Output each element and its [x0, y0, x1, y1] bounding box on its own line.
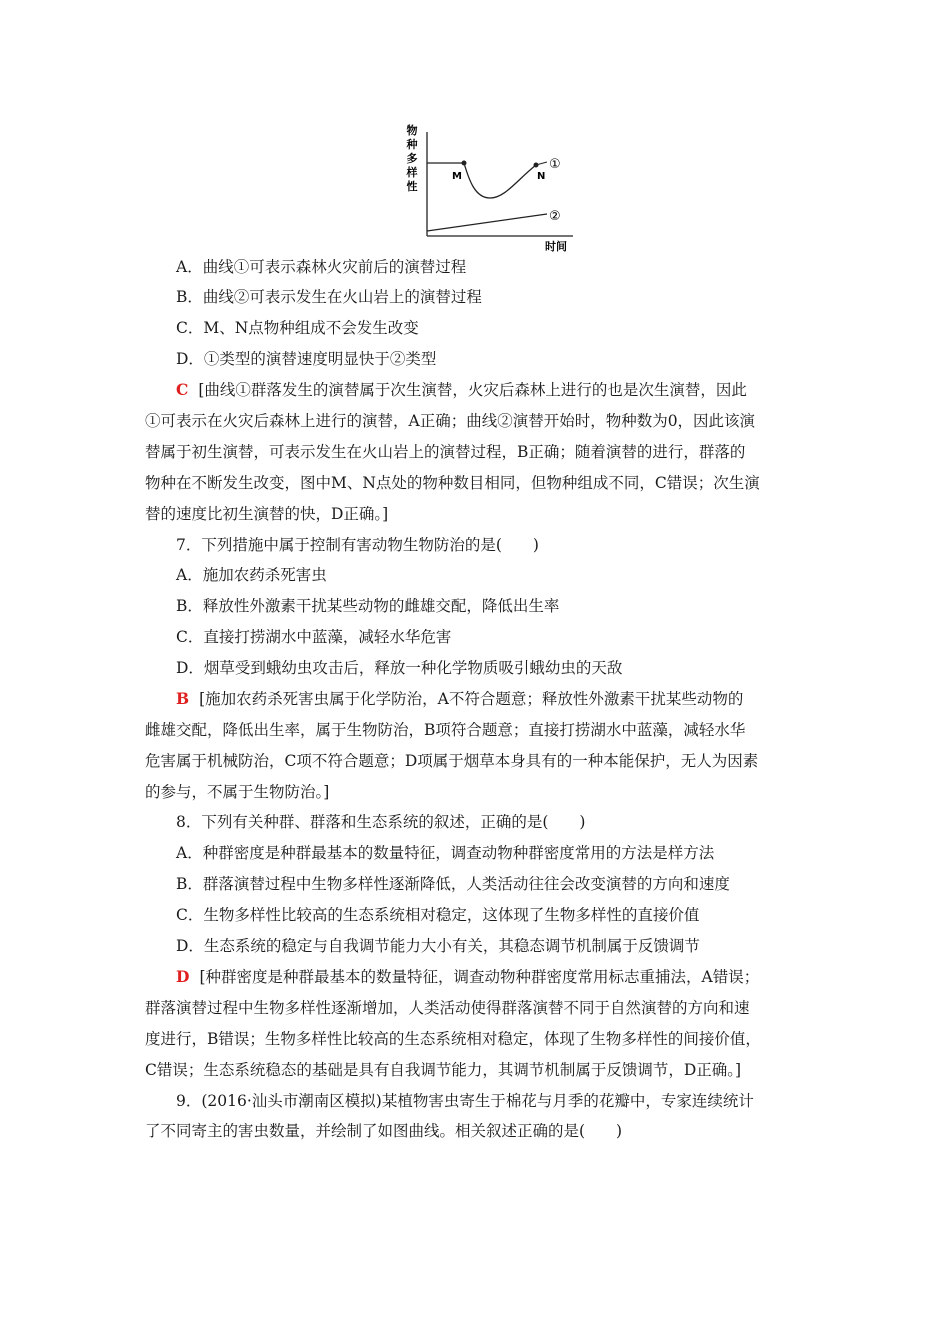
point-m-label: M — [452, 171, 462, 182]
q6-option-a: A．曲线①可表示森林火灾前后的演替过程 — [176, 258, 467, 276]
q8-option-d: D．生态系统的稳定与自我调节能力大小有关，其稳态调节机制属于反馈调节 — [176, 937, 700, 955]
curve-1 — [427, 163, 536, 198]
graph-ylabel-3: 多 — [406, 152, 418, 165]
graph-ylabel-2: 种 — [406, 138, 418, 151]
graph-xlabel: 时间 — [545, 240, 567, 253]
q8-explanation-line-3: 度进行，B错误；生物多样性比较高的生态系统相对稳定，体现了生物多样性的间接价值， — [145, 1030, 761, 1048]
graph-ylabel-5: 性 — [406, 180, 418, 193]
graph-ylabel-1: 物 — [406, 124, 418, 137]
q6-explanation-line-1: C [曲线①群落发生的演替属于次生演替，火灾后森林上进行的也是次生演替，因此 — [176, 380, 747, 399]
q9-stem-line-1: 9．(2016·汕头市潮南区模拟)某植物害虫寄生于棉花与月季的花瓣中，专家连续统计 — [176, 1092, 754, 1110]
point-m-dot — [462, 161, 467, 166]
q8-explanation-line-2: 群落演替过程中生物多样性逐渐增加，人类活动使得群落演替不同于自然演替的方向和速 — [145, 999, 750, 1017]
q7-option-d: D．烟草受到蛾幼虫攻击后，释放一种化学物质吸引蛾幼虫的天敌 — [176, 659, 623, 677]
q8-option-a: A．种群密度是种群最基本的数量特征，调查动物种群密度常用的方法是样方法 — [176, 844, 715, 862]
q7-explanation-line-2: 雌雄交配，降低出生率，属于生物防治，B项符合题意；直接打捞湖水中蓝藻，减轻水华 — [145, 721, 746, 739]
q6-option-c: C．M、N点物种组成不会发生改变 — [176, 319, 419, 337]
q8-answer: D — [176, 967, 190, 986]
q6-explanation-line-3: 替属于初生演替，可表示发生在火山岩上的演替过程，B正确；随着演替的进行，群落的 — [145, 443, 746, 461]
q7-stem: 7．下列措施中属于控制有害动物生物防治的是( ) — [176, 536, 539, 554]
q7-option-c: C．直接打捞湖水中蓝藻，减轻水华危害 — [176, 628, 452, 646]
q8-explanation-line-1: D [种群密度是种群最基本的数量特征，调查动物种群密度常用标志重捕法，A错误； — [176, 967, 760, 986]
curve-2 — [427, 214, 547, 231]
point-n-label: N — [537, 171, 546, 182]
q6-answer: C — [176, 380, 189, 399]
succession-graph — [395, 118, 585, 253]
q6-explanation-line-5: 替的速度比初生演替的快，D正确。] — [145, 505, 389, 523]
q8-option-c: C．生物多样性比较高的生态系统相对稳定，这体现了生物多样性的直接价值 — [176, 906, 700, 924]
q7-explanation-line-3: 危害属于机械防治，C项不符合题意；D项属于烟草本身具有的一种本能保护，无人为因素 — [145, 752, 759, 770]
curve-1-label: ① — [549, 157, 561, 172]
q6-option-b: B．曲线②可表示发生在火山岩上的演替过程 — [176, 288, 482, 306]
q6-explanation-line-2: ①可表示在火灾后森林上进行的演替，A正确；曲线②演替开始时，物种数为0，因此该演 — [145, 412, 756, 430]
q8-stem: 8．下列有关种群、群落和生态系统的叙述，正确的是( ) — [176, 813, 586, 831]
q7-option-b: B．释放性外激素干扰某些动物的雌雄交配，降低出生率 — [176, 597, 560, 615]
q7-explanation-line-1: B [施加农药杀死害虫属于化学防治，A不符合题意；释放性外激素干扰某些动物的 — [176, 689, 744, 708]
graph-ylabel-4: 样 — [406, 166, 418, 179]
curve-2-label: ② — [549, 209, 561, 224]
q7-explanation-line-4: 的参与，不属于生物防治。] — [145, 783, 330, 801]
q6-option-d: D．①类型的演替速度明显快于②类型 — [176, 350, 437, 368]
q9-stem-line-2: 了不同寄主的害虫数量，并绘制了如图曲线。相关叙述正确的是( ) — [145, 1122, 623, 1140]
q6-explanation-line-4: 物种在不断发生改变，图中M、N点处的物种数目相同，但物种组成不同，C错误；次生演 — [145, 474, 760, 492]
q7-answer: B — [176, 689, 190, 708]
q8-option-b: B．群落演替过程中生物多样性逐渐降低，人类活动往往会改变演替的方向和速度 — [176, 875, 730, 893]
q7-option-a: A．施加农药杀死害虫 — [176, 566, 327, 584]
q8-explanation-line-4: C错误；生态系统稳态的基础是具有自我调节能力，其调节机制属于反馈调节，D正确。] — [145, 1061, 742, 1079]
